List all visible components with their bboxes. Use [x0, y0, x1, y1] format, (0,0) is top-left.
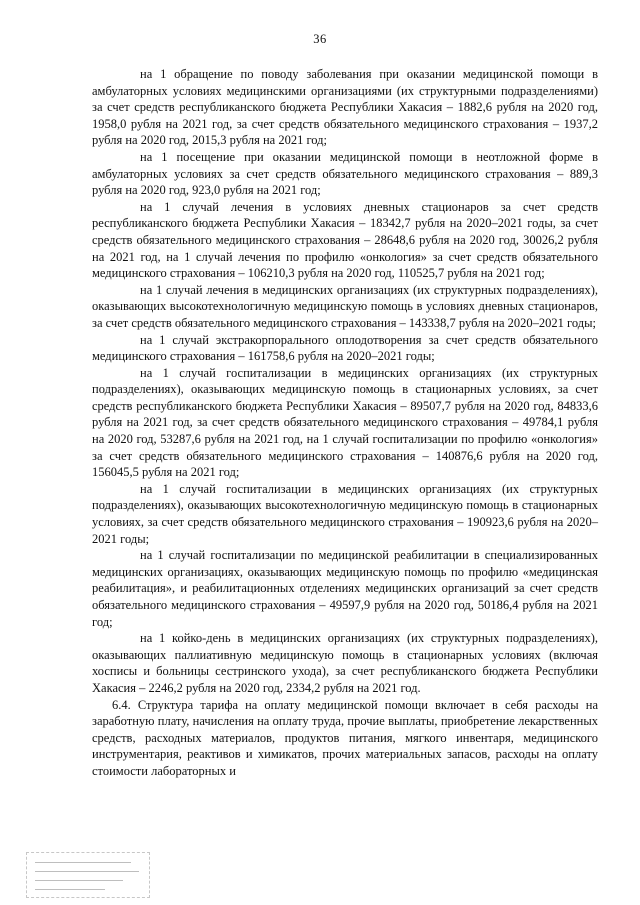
paragraph: на 1 случай экстракорпорального оплодотворения за счет средств обязательного медицинского страхования – 161758,6 рубля на 2020–2021 годы;: [92, 332, 598, 364]
registration-stamp: [26, 852, 150, 898]
paragraph: на 1 случай госпитализации по медицинской реабилитации в специализированных медицинских организациях, оказывающих медицинскую помощь по профилю «медицинская реабилитация», и реабилитационных отделениях медицинских организаций за счет средств обязательного медицинского страхования – 49597,9 рубля на 2020 год, 50186,4 рубля на 2021 год;: [92, 548, 598, 629]
paragraph: на 1 обращение по поводу заболевания при оказании медицинской помощи в амбулаторных условиях медицинскими организациями (их структурными подразделениями) за счет средств республиканского бюджета Республики Хакасия – 1882,6 рубля на 2020 год, 1958,0 рубля на 2021 год, за счет средств обязательного медицинского страхования – 1937,2 рубля на 2020 год, 2015,3 рубля на 2021 год;: [92, 67, 598, 148]
paragraph: на 1 случай лечения в условиях дневных стационаров за счет средств республиканского бюджета Республики Хакасия – 18342,7 рубля на 2020–2021 годы, за счет средств обязательного медицинского страхования – 28648,6 рубля на 2020 год, 30026,2 рубля на 2021 год, на 1 случай лечения по профилю «онкология» за счет средств обязательного медицинского страхования – 106210,3 рубля на 2020 год, 110525,7 рубля на 2021 год;: [92, 199, 598, 281]
paragraph: на 1 случай лечения в медицинских организациях (их структурных подразделениях), оказывающих высокотехнологичную медицинскую помощь в условиях дневных стационаров, за счет средств обязательного медицинского страхования – 143338,7 рубля на 2020–2021 годы;: [92, 282, 598, 330]
document-body: [92, 66, 598, 780]
paragraph: на 1 посещение при оказании медицинской помощи в неотложной форме в амбулаторных условиях за счет средств обязательного медицинского страхования – 889,3 рубля на 2020 год, 923,0 рубля на 2021 год;: [92, 149, 598, 198]
paragraph: на 1 койко-день в медицинских организациях (их структурных подразделениях), оказывающих паллиативную медицинскую помощь в стационарных условиях (включая хосписы и больницы сестринского ухода), за счет республиканского бюджета Республики Хакасия – 2246,2 рубля на 2020 год, 2334,2 рубля на 2021 год.: [92, 631, 598, 695]
page-number: 36: [313, 32, 327, 46]
paragraph: на 1 случай госпитализации в медицинских организациях (их структурных подразделениях), оказывающих высокотехнологичную медицинскую помощь в стационарных условиях, за счет средств обязательного медицинского страхования – 190923,6 рубля на 2020–2021 годы;: [92, 481, 598, 546]
section-paragraph: 6.4. Структура тарифа на оплату медицинской помощи включает в себя расходы на заработную плату, начисления на оплату труда, прочие выплаты, приобретение лекарственных средств, расходных материалов, продуктов питания, мягкого инвентаря, медицинского инструментария, реактивов и химикатов, прочих материальных запасов, расходы на оплату стоимости лабораторных и: [92, 697, 598, 778]
paragraph: на 1 случай госпитализации в медицинских организациях (их структурных подразделениях), оказывающих медицинскую помощь в стационарных условиях, за счет средств республиканского бюджета Республики Хакасия – 89507,7 рубля на 2020 год, 84833,6 рубля на 2021 год, за счет средств обязательного медицинского страхования – 49784,1 рубля на 2020 год, 53287,6 рубля на 2021 год, на 1 случай госпитализации по профилю «онкология» за счет средств обязательного медицинского страхования – 140876,6 рубля на 2020 год, 156045,5 рубля на 2021 год;: [92, 365, 598, 480]
